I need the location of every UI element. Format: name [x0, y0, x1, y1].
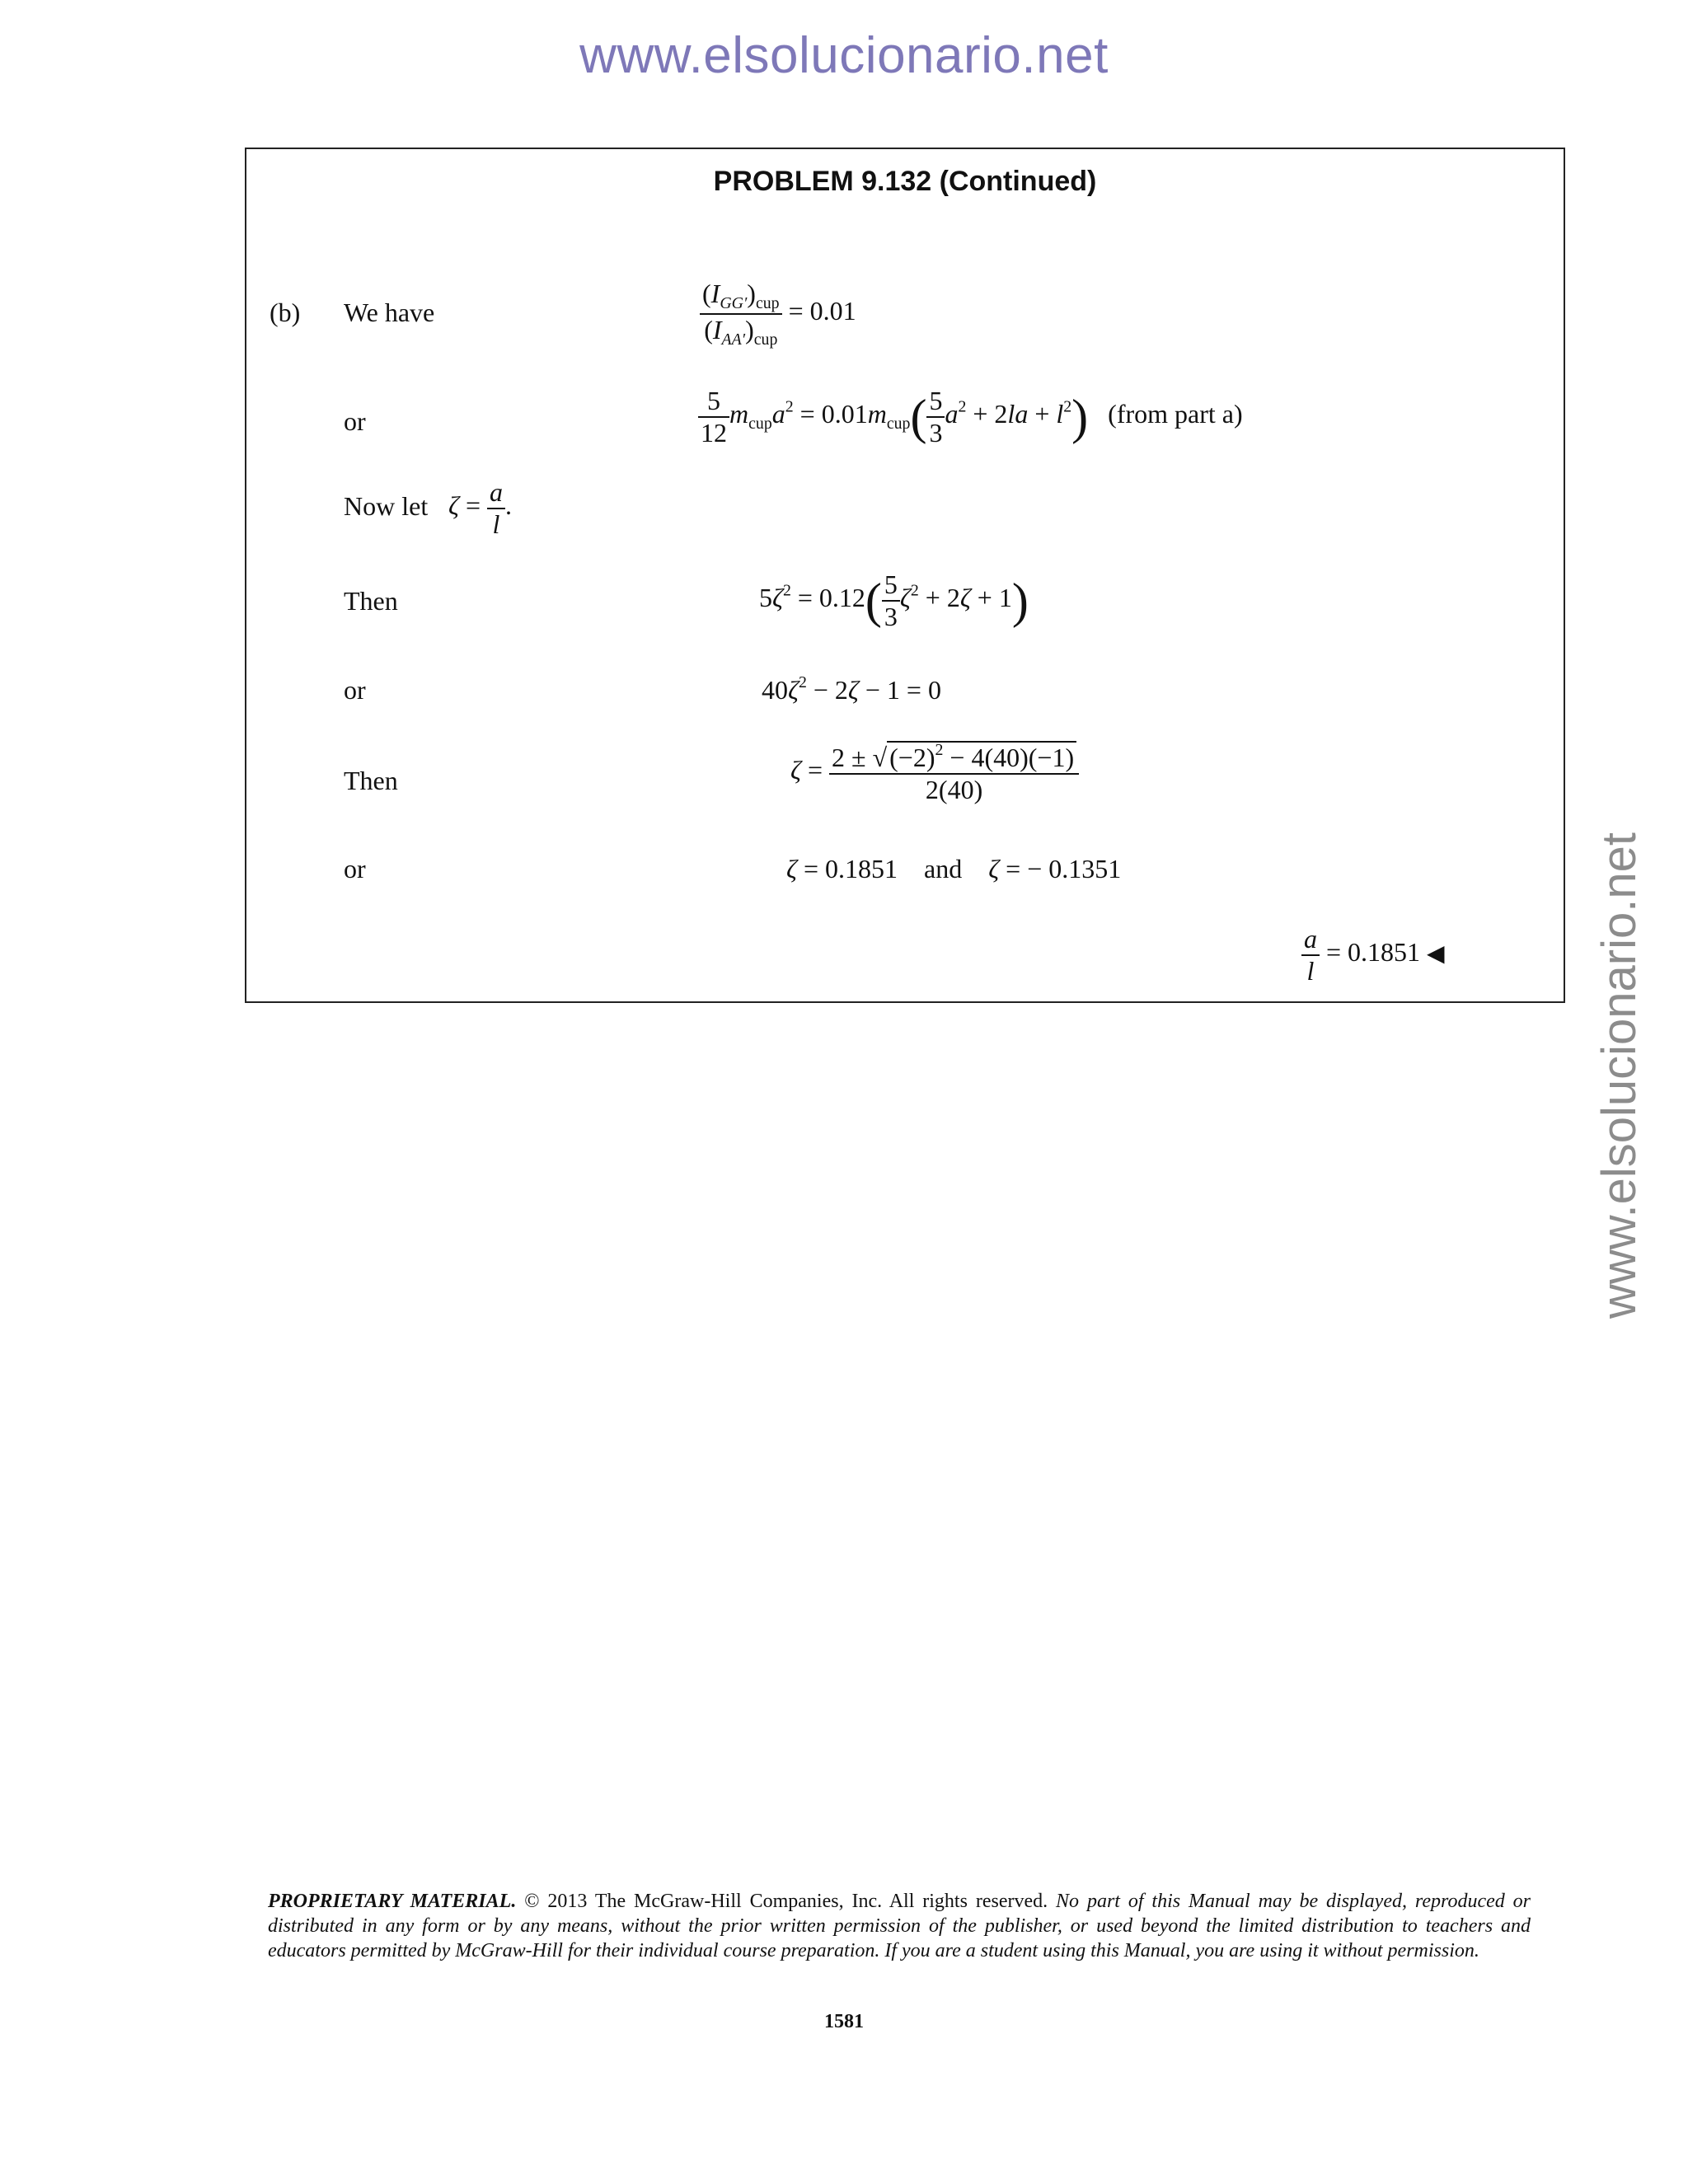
- label-now-let: Now let: [344, 491, 429, 521]
- part-label: (b): [270, 298, 301, 327]
- equation-quadratic: $40\zeta^2 - 2\zeta - 1 = 0$: [762, 673, 941, 705]
- footer-copyright: © 2013 The McGraw-Hill Companies, Inc. All rights reserved.: [516, 1891, 1057, 1912]
- label-we-have: We have: [344, 298, 435, 327]
- equation-roots: ζ = 0.1851 and ζ = − 0.1351: [786, 854, 1122, 883]
- solution-box: [245, 148, 1565, 1003]
- label-or-1: or: [344, 406, 366, 436]
- equation-ratio: $(I_{GG'})_{cup}$ $(I_{AA'})_{cup}$ = 0.01: [700, 279, 856, 349]
- page-number: 1581: [824, 2011, 864, 2032]
- label-then-1: Then: [344, 586, 398, 616]
- from-part-a: (from part a): [1108, 399, 1243, 429]
- label-or-3: or: [344, 854, 366, 883]
- label-then-2: Then: [344, 766, 398, 795]
- equation-zeta-def: ζ = $\frac{a}{l}$ .: [448, 477, 512, 539]
- footer-permission-notice: No part of this Manual may be displayed, reproduced or distributed in any form or by any means, without the prior written permission of the publisher, or used beyond the limited distribution to teachers and educators permitted by McGraw-Hill for their individual course preparation. If you are a student using this Manual, you are using it without permission.: [268, 1891, 1531, 1961]
- equation-substituted: $5\zeta^2 = 0.12$( $\frac{5}{3}$ $\zeta^2 + 2\zeta + 1$): [759, 569, 1029, 631]
- final-answer: $\frac{a}{l}$ = 0.1851 ◀: [1301, 924, 1445, 987]
- watermark-side: www.elsolucionario.net: [1592, 832, 1646, 1319]
- problem-title: PROBLEM 9.132 (Continued): [713, 166, 1097, 197]
- equation-quadratic-formula: ζ = $\frac{2 \pm √(-2)^2 - 4(40)(-1)}{2(40)}$: [790, 741, 1079, 804]
- label-or-2: or: [344, 675, 366, 705]
- footer-notice: [268, 1889, 1531, 1963]
- footer-bold-lead: PROPRIETARY MATERIAL.: [268, 1891, 517, 1912]
- watermark-top: www.elsolucionario.net: [579, 27, 1109, 84]
- equation-moment: $\frac{5}{12}$ $m_{cup}a^2 = 0.01m_{cup}$( $\frac{5}{3}$ $a^2 + 2la + l^2$) (from part a): [698, 386, 1243, 448]
